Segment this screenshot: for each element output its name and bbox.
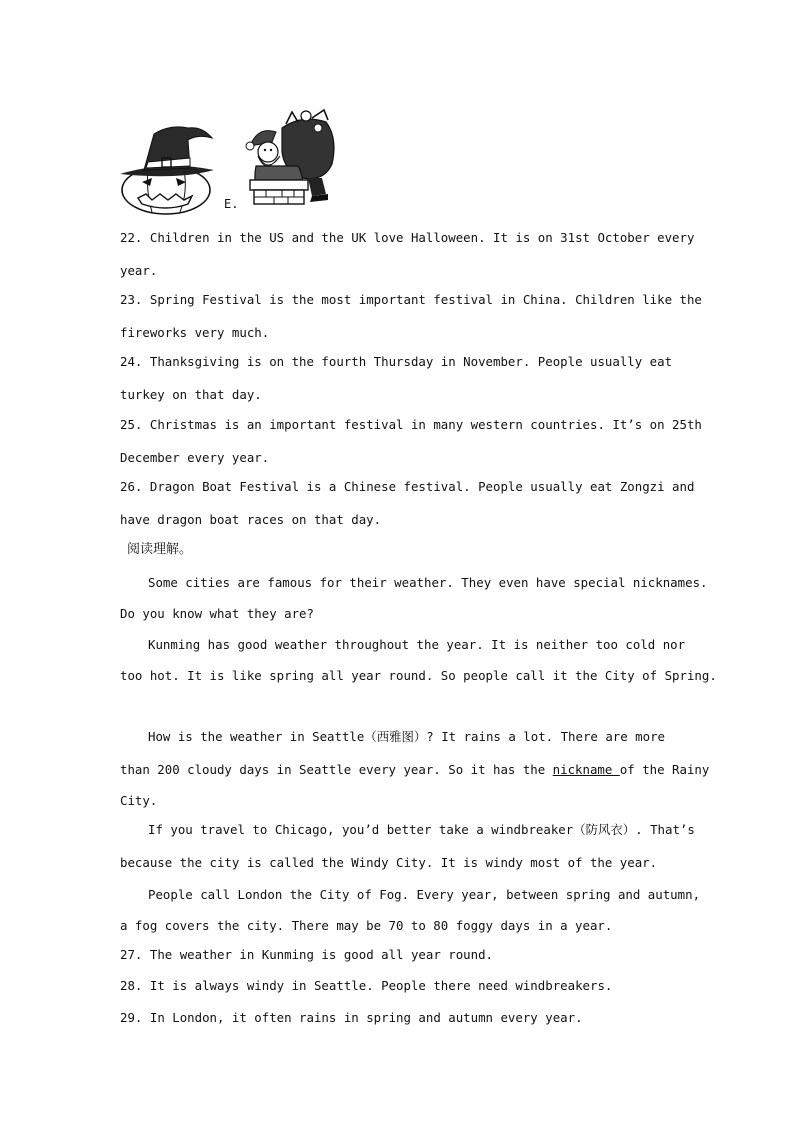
question-22-line-2: year. (120, 263, 158, 278)
section-title-reading: 阅读理解。 (127, 542, 193, 557)
reading-p1-line-2: Do you know what they are? (120, 606, 314, 621)
reading-p2-line-2: too hot. It is like spring all year round. So people call it the City of Spring. (120, 668, 717, 683)
festival-figures (118, 108, 358, 216)
question-25-line-1: 25. Christmas is an important festival in many western countries. It’s on 25th (120, 417, 702, 432)
witch-hat-pumpkin-icon (118, 120, 216, 216)
reading-p3-line-2: than 200 cloudy days in Seattle every year. So it has the nickname of the Rainy (120, 762, 710, 777)
question-24-line-2: turkey on that day. (120, 387, 262, 402)
reading-p4-line-2: because the city is called the Windy City. It is windy most of the year. (120, 855, 658, 870)
reading-p4-line-1: If you travel to Chicago, you’d better take a windbreaker（防风衣）. That’s (148, 822, 695, 837)
question-22-line-1: 22. Children in the US and the UK love Halloween. It is on 31st October every (120, 230, 695, 245)
question-23-line-2: fireworks very much. (120, 325, 270, 340)
statement-28: 28. It is always windy in Seattle. People there need windbreakers. (120, 978, 613, 993)
nickname-underlined: nickname (552, 762, 620, 777)
reading-p5-line-1: People call London the City of Fog. Every year, between spring and autumn, (148, 887, 701, 902)
reading-p3-line-1: How is the weather in Seattle（西雅图）? It rains a lot. There are more (148, 729, 666, 744)
question-25-line-2: December every year. (120, 450, 270, 465)
reading-p1-line-1: Some cities are famous for their weather. They even have special nicknames. (148, 575, 708, 590)
reading-p3-line-3: City. (120, 793, 158, 808)
santa-with-sack-icon (242, 108, 338, 208)
question-24-line-1: 24. Thanksgiving is on the fourth Thursday in November. People usually eat (120, 354, 673, 369)
statement-27: 27. The weather in Kunming is good all year round. (120, 947, 494, 962)
figure-label-e: E. (224, 197, 239, 211)
reading-p2-line-1: Kunming has good weather throughout the year. It is neither too cold nor (148, 637, 686, 652)
question-26-line-2: have dragon boat races on that day. (120, 512, 382, 527)
reading-p5-line-2: a fog covers the city. There may be 70 to 80 foggy days in a year. (120, 918, 613, 933)
question-23-line-1: 23. Spring Festival is the most important festival in China. Children like the (120, 292, 702, 307)
statement-29: 29. In London, it often rains in spring and autumn every year. (120, 1010, 583, 1025)
question-26-line-1: 26. Dragon Boat Festival is a Chinese festival. People usually eat Zongzi and (120, 479, 695, 494)
